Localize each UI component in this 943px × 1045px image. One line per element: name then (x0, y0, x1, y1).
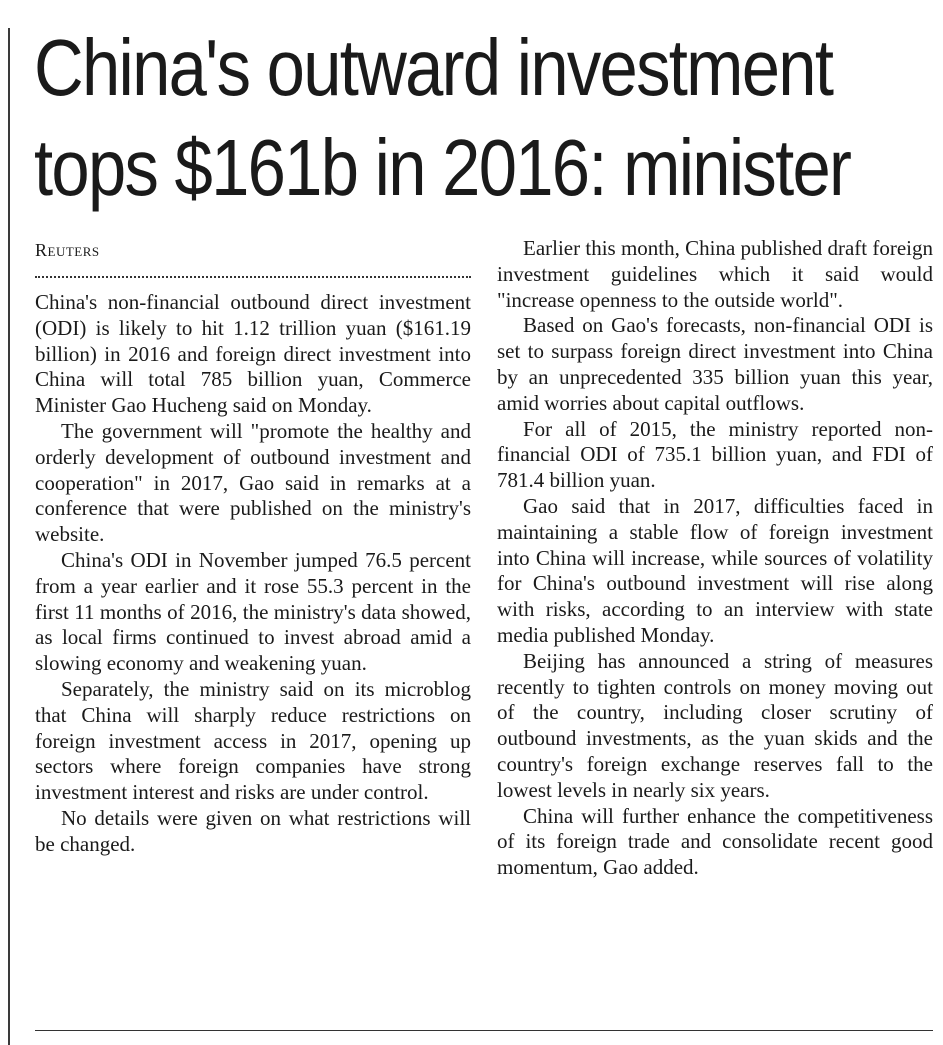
article-column-left (35, 290, 471, 858)
paragraph: Gao said that in 2017, difficulties faced in maintaining a stable flow of foreign investment into China will increase, while sources of volatility for China's outbound investment will rise along with risks, according to an interview with state media published Monday. (497, 493, 933, 647)
paragraph: China will further enhance the competitiveness of its foreign trade and consolidate recent good momentum, Gao added. (497, 803, 933, 880)
paragraph: For all of 2015, the ministry reported non-financial ODI of 735.1 billion yuan, and FDI of 781.4 billion yuan. (497, 416, 933, 493)
paragraph: China's non-financial outbound direct investment (ODI) is likely to hit 1.12 trillion yuan ($161.19 billion) in 2016 and foreign direct investment into China will total 785 billion yuan, Commerce Minister Gao Hucheng said on Monday. (35, 290, 471, 418)
left-column-rule (8, 28, 10, 1045)
paragraph: Beijing has announced a string of measures recently to tighten controls on money moving out of the country, including closer scrutiny of outbound investments, as the yuan skids and the country's foreign exchange reserves fall to the lowest levels in nearly six years. (497, 648, 933, 802)
paragraph: No details were given on what restrictions will be changed. (35, 805, 471, 856)
paragraph: Based on Gao's forecasts, non-financial ODI is set to surpass foreign direct investment into China by an unprecedented 335 billion yuan this year, amid worries about capital outflows. (497, 313, 933, 415)
dotted-divider (35, 276, 471, 278)
paragraph: The government will "promote the healthy and orderly development of outbound investment and cooperation" in 2017, Gao said in remarks at a conference that were published on the ministry's website. (35, 418, 471, 547)
paragraph: Earlier this month, China published draft foreign investment guidelines which it said would "increase openness to the outside world". (497, 236, 933, 312)
headline (34, 18, 851, 218)
headline-line-2: tops $161b in 2016: minister (34, 123, 851, 212)
paragraph: Separately, the ministry said on its microblog that China will sharply reduce restrictions on foreign investment access in 2017, opening up sectors where foreign companies have strong investment interest and risks are under control. (35, 676, 471, 805)
paragraph: China's ODI in November jumped 76.5 percent from a year earlier and it rose 55.3 percent in the first 11 months of 2016, the ministry's data showed, as local firms continued to invest abroad amid a slowing economy and weakening yuan. (35, 547, 471, 676)
bottom-rule (35, 1030, 933, 1031)
article-column-right (497, 236, 933, 881)
byline: Reuters (35, 240, 100, 260)
headline-line-1: China's outward investment (34, 23, 833, 112)
